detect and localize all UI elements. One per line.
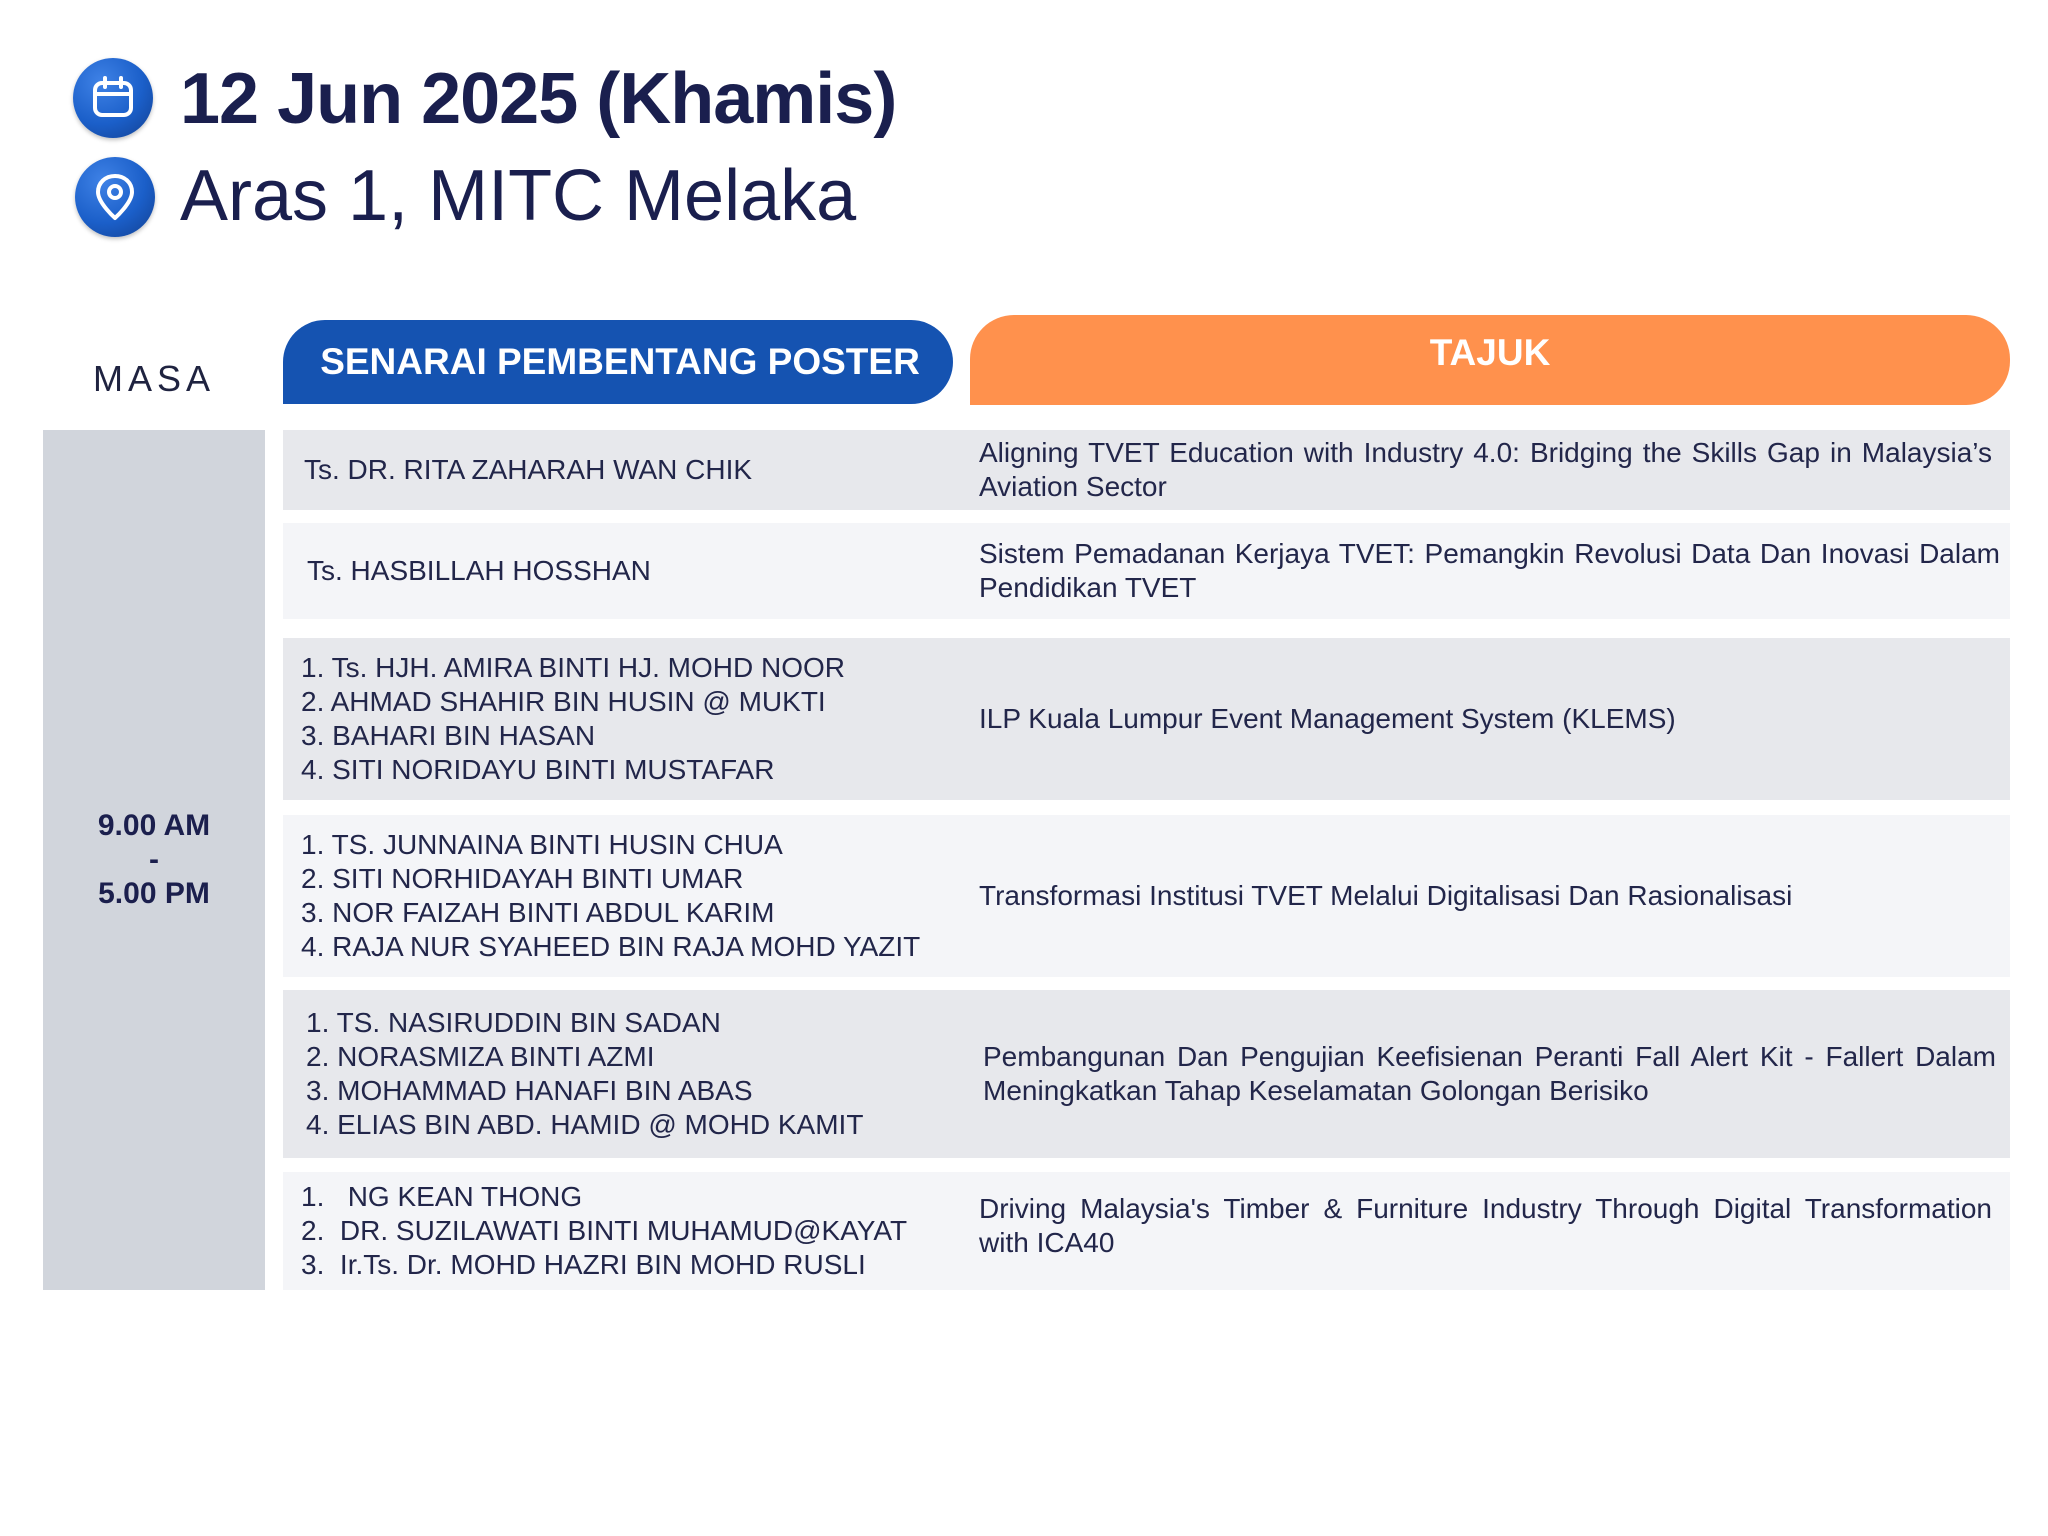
table-row [283,523,2010,619]
presenter-name: 1. TS. NASIRUDDIN BIN SADAN [306,1007,721,1038]
presenter-name: 2. NORASMIZA BINTI AZMI [306,1041,655,1072]
poster-title: Sistem Pemadanan Kerjaya TVET: Pemangkin Revolusi Data Dan Inovasi Dalam Pendidikan TVET [979,538,2000,603]
poster-title: Aligning TVET Education with Industry 4.0: Bridging the Skills Gap in Malaysia’s Aviation Sector [979,437,1992,502]
presenter-list [304,430,984,510]
event-venue: Aras 1, MITC Melaka [180,156,857,236]
time-column [43,430,265,1290]
title-header: TAJUK [970,315,2010,405]
presenter-name: 2. AHMAD SHAHIR BIN HUSIN @ MUKTI [301,686,826,717]
event-date: 12 Jun 2025 (Khamis) [180,59,897,139]
table-row [283,1172,2010,1290]
poster-title: Driving Malaysia's Timber & Furniture Industry Through Digital Transformation with ICA40 [979,1193,1992,1258]
presenter-list [307,523,987,619]
presenter-name: 2. SITI NORHIDAYAH BINTI UMAR [301,863,744,894]
presenter-name: 4. RAJA NUR SYAHEED BIN RAJA MOHD YAZIT [301,931,921,962]
poster-title: ILP Kuala Lumpur Event Management System (KLEMS) [979,703,1676,734]
presenter-name: Ts. HASBILLAH HOSSHAN [307,555,651,586]
presenter-name: 1. NG KEAN THONG [301,1181,583,1212]
table-row [283,638,2010,800]
presenter-list [301,638,981,800]
table-row [283,990,2010,1158]
presenter-name: Ts. DR. RITA ZAHARAH WAN CHIK [304,454,753,485]
presenter-name: 3. MOHAMMAD HANAFI BIN ABAS [306,1075,753,1106]
table-row [283,430,2010,510]
presenters-header: SENARAI PEMBENTANG POSTER [283,320,953,404]
presenter-name: 1. Ts. HJH. AMIRA BINTI HJ. MOHD NOOR [301,652,845,683]
time-end: 5.00 PM [98,877,210,910]
time-start: 9.00 AM [97,809,211,842]
presenter-name: 4. SITI NORIDAYU BINTI MUSTAFAR [301,754,775,785]
presenter-name: 3. NOR FAIZAH BINTI ABDUL KARIM [301,897,775,928]
presenter-name: 3. BAHARI BIN HASAN [301,720,596,751]
calendar-icon [73,58,153,138]
poster-title: Transformasi Institusi TVET Melalui Digitalisasi Dan Rasionalisasi [979,880,1793,911]
poster-title: Pembangunan Dan Pengujian Keefisienan Peranti Fall Alert Kit - Fallert Dalam Meningkatkan Tahap Keselamatan Golongan Berisiko [983,1041,1996,1106]
presenter-list [306,990,986,1158]
presenter-list [301,1172,981,1290]
presenter-name: 3. Ir.Ts. Dr. MOHD HAZRI BIN MOHD RUSLI [301,1249,866,1280]
presenter-name: 4. ELIAS BIN ABD. HAMID @ MOHD KAMIT [306,1109,864,1140]
presenter-list [301,815,981,977]
location-pin-icon [75,157,155,237]
table-row [283,815,2010,977]
masa-header: MASA [92,358,216,399]
time-separator: - [149,843,159,876]
presenter-name: 2. DR. SUZILAWATI BINTI MUHAMUD@KAYAT [301,1215,908,1246]
presenter-name: 1. TS. JUNNAINA BINTI HUSIN CHUA [301,829,783,860]
